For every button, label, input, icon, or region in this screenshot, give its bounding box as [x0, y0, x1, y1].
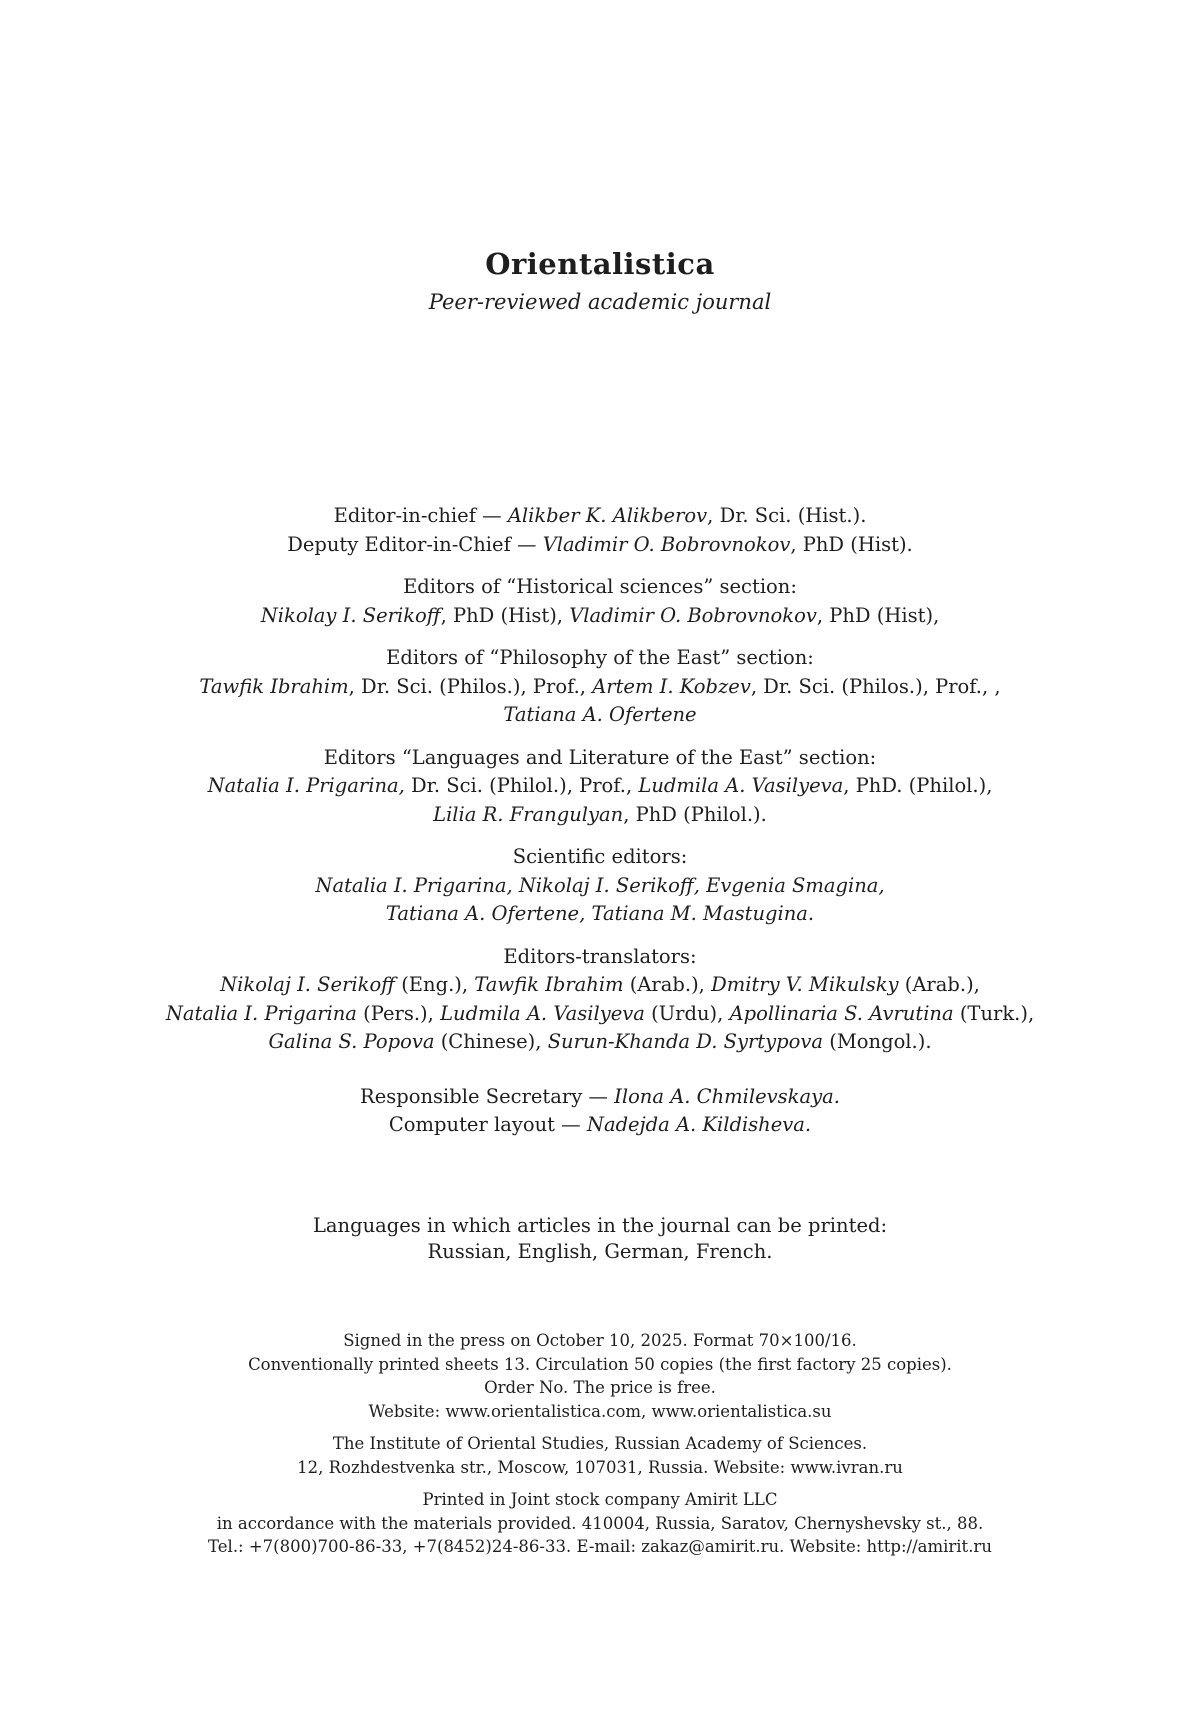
language: (Urdu),	[644, 1001, 730, 1025]
role-label: Computer layout —	[388, 1113, 587, 1136]
person-name: Surun-Khanda D. Syrtypova	[547, 1030, 824, 1053]
degree: , Dr. Sci. (Philos.), Prof., ,	[750, 674, 1001, 698]
degree: , PhD (Hist),	[440, 603, 570, 627]
editorial-board	[0, 502, 1200, 1154]
person-name: Natalia I. Prigarina,	[207, 774, 405, 797]
imprint-line: Conventionally printed sheets 13. Circulation 50 copies (the first factory 25 copies).	[248, 1354, 952, 1374]
degree: , PhD (Philol.).	[623, 802, 767, 826]
degree: Dr. Sci. (Philol.), Prof.,	[404, 774, 639, 797]
imprint-line: Signed in the press on October 10, 2025. Format 70×100/16.	[343, 1331, 857, 1350]
imprint-line: Order No. The price is free.	[484, 1378, 716, 1397]
section-heading: Editors of “Philosophy of the East” section:	[386, 646, 814, 669]
language: (Turk.),	[953, 1001, 1035, 1025]
role-label: Editor-in-chief —	[333, 504, 508, 527]
editors-line	[0, 602, 1200, 631]
languages-section-editors	[0, 744, 1200, 830]
deputy-editor-line	[0, 531, 1200, 560]
chief-editors	[0, 502, 1200, 559]
person-name: Tatiana A. Ofertene	[503, 703, 697, 726]
language: (Pers.),	[356, 1001, 441, 1025]
printer-info	[0, 1488, 1200, 1559]
journal-subtitle: Peer-reviewed academic journal	[428, 290, 772, 314]
editors-line	[0, 801, 1200, 830]
degree: , PhD (Hist).	[790, 532, 913, 556]
language: (Eng.),	[395, 973, 475, 996]
journal-title: Orientalistica	[485, 247, 715, 281]
press-info	[0, 1329, 1200, 1423]
languages-list: Russian, English, German, French.	[427, 1240, 773, 1263]
person-name: Ludmila A. Vasilyeva	[440, 1001, 645, 1025]
role-label: Responsible Secretary —	[360, 1084, 615, 1108]
philosophy-section-editors	[0, 644, 1200, 730]
degree: , PhD (Hist),	[816, 603, 940, 627]
publication-languages	[0, 1213, 1200, 1265]
person-name: Alikber K. Alikberov	[507, 504, 708, 527]
language: (Arab.),	[623, 973, 712, 996]
person-name: Natalia I. Prigarina	[165, 1001, 357, 1025]
degree: , Dr. Sci. (Philos.), Prof.,	[348, 674, 593, 698]
editors-line	[0, 772, 1200, 801]
editors-line: Tatiana A. Ofertene, Tatiana M. Mastugina.	[385, 902, 815, 925]
person-name: Dmitry V. Mikulsky	[711, 973, 899, 996]
language: (Chinese),	[434, 1030, 548, 1053]
translators-line	[0, 1028, 1200, 1057]
secretary-line	[0, 1083, 1200, 1112]
person-name: Artem I. Kobzev	[592, 674, 751, 698]
language: (Arab.),	[898, 973, 980, 996]
institute-info	[0, 1432, 1200, 1479]
person-name: Vladimir O. Bobrovnokov	[542, 532, 791, 556]
imprint-line: Website: www.orientalistica.com, www.orientalistica.su	[368, 1401, 832, 1421]
person-name: Ilona A. Chmilevskaya.	[614, 1084, 840, 1108]
editors-line: Natalia I. Prigarina, Nikolaj I. Serikoff, Evgenia Smagina,	[315, 873, 885, 897]
languages-heading: Languages in which articles in the journal can be printed:	[312, 1214, 888, 1237]
section-heading: Editors of “Historical sciences” section:	[403, 575, 797, 598]
degree: , Dr. Sci. (Hist.).	[707, 504, 867, 527]
section-heading: Scientific editors:	[512, 845, 688, 868]
imprint-line: The Institute of Oriental Studies, Russian Academy of Sciences.	[332, 1434, 868, 1453]
imprint-line: Tel.: +7(800)700-86-33, +7(8452)24-86-33. E-mail: zakaz@amirit.ru. Website: http://amirit.ru	[208, 1537, 992, 1556]
editors-line	[0, 701, 1200, 730]
language: (Mongol.).	[823, 1030, 932, 1053]
person-name: Nikolay I. Serikoff	[260, 603, 441, 627]
staff	[0, 1083, 1200, 1140]
editors-translators	[0, 943, 1200, 1057]
editors-line	[0, 673, 1200, 702]
degree: , PhD. (Philol.),	[843, 774, 993, 797]
layout-line	[0, 1111, 1200, 1140]
editor-in-chief-line	[0, 502, 1200, 531]
historical-section-editors	[0, 573, 1200, 630]
imprint-line: 12, Rozhdestvenka str., Moscow, 107031, Russia. Website: www.ivran.ru	[297, 1457, 903, 1477]
person-name: Apollinaria S. Avrutina	[729, 1001, 954, 1025]
translators-line	[0, 971, 1200, 1000]
scientific-editors	[0, 843, 1200, 929]
translators-line	[0, 1000, 1200, 1029]
imprint-line: in accordance with the materials provided. 410004, Russia, Saratov, Chernyshevsky st., 88.	[216, 1513, 984, 1533]
person-name: Nikolaj I. Serikoff	[220, 973, 395, 996]
person-name: Ludmila A. Vasilyeva	[638, 774, 844, 797]
person-name: Tawfik Ibrahim	[199, 674, 349, 698]
section-heading: Editors-translators:	[503, 944, 697, 968]
person-name: Galina S. Popova	[268, 1030, 435, 1053]
person-name: Nadejda A. Kildisheva.	[586, 1113, 812, 1136]
section-heading: Editors “Languages and Literature of the East” section:	[323, 745, 877, 769]
role-label: Deputy Editor-in-Chief —	[287, 532, 543, 556]
imprint-line: Printed in Joint stock company Amirit LLC	[422, 1490, 778, 1509]
person-name: Tawfik Ibrahim	[474, 973, 624, 996]
person-name: Lilia R. Frangulyan	[433, 802, 624, 826]
imprint	[0, 1329, 1200, 1568]
person-name: Vladimir O. Bobrovnokov	[569, 603, 817, 627]
